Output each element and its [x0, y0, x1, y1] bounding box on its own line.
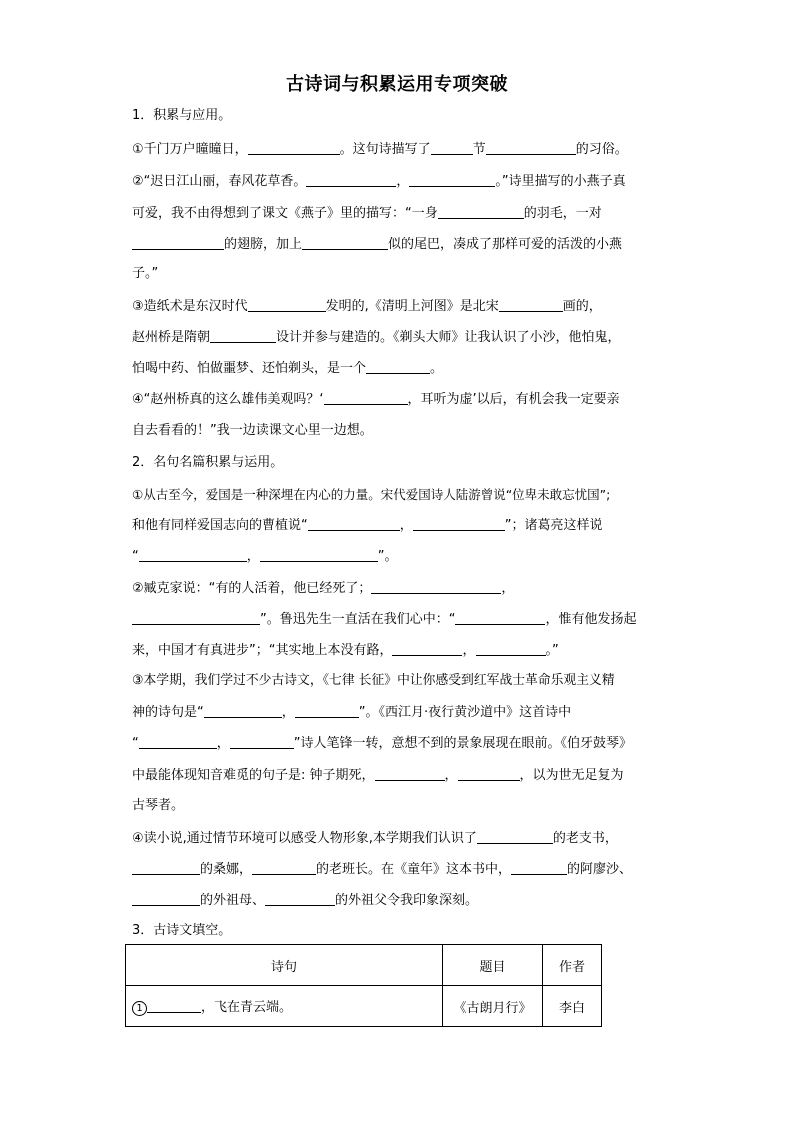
table-row — [126, 986, 602, 1027]
q2-line4: ②臧克家说：“有的人活着，他已经死了； ， — [132, 581, 515, 596]
answer-blank[interactable] — [132, 891, 200, 906]
answer-blank[interactable] — [486, 140, 576, 155]
answer-blank[interactable] — [476, 641, 546, 656]
poem-title-cell: 《古朗月行》 — [443, 986, 543, 1027]
q1-line10: 自去看看的！”我一边读课文心里一边想。 — [132, 423, 373, 438]
answer-blank[interactable] — [132, 610, 260, 625]
answer-blank[interactable] — [499, 297, 563, 312]
poem-author-cell: 李白 — [543, 986, 602, 1027]
answer-blank[interactable] — [147, 998, 201, 1013]
answer-blank[interactable] — [260, 547, 378, 562]
q1-line6: ③造纸术是东汉时代 发明的,《清明上河图》是北宋 画的， — [132, 299, 602, 314]
q2-line7: ③本学期，我们学过不少古诗文，《七律 长征》中让你感受到红军战士革命乐观主义精 — [132, 673, 615, 688]
q1-heading: 1．积累与应用。 — [132, 108, 232, 123]
item-number-marker: 1 — [132, 1001, 147, 1016]
answer-blank[interactable] — [371, 579, 501, 594]
answer-blank[interactable] — [306, 172, 396, 187]
answer-blank[interactable] — [139, 547, 247, 562]
q2-line10: 中最能体现知音难觅的句子是: 钟子期死， ， ，以为世无足复为 — [132, 768, 624, 783]
answer-blank[interactable] — [308, 516, 400, 531]
q2-line13: 的桑娜， 的老班长。在《童年》这本书中， 的阿廖沙、 — [132, 860, 632, 879]
q1-line2: ②“迟日江山丽，春风花草香。 ， 。”诗里描写的小燕子真 — [132, 174, 626, 189]
answer-blank[interactable] — [431, 140, 473, 155]
answer-blank[interactable] — [366, 359, 430, 374]
answer-blank[interactable] — [210, 328, 276, 343]
answer-blank[interactable] — [265, 891, 335, 906]
answer-blank[interactable] — [458, 766, 520, 781]
answer-blank[interactable] — [477, 829, 553, 844]
q2-line3: “ ， ”。 — [132, 549, 398, 564]
answer-blank[interactable] — [375, 766, 445, 781]
q3-heading: 3．古诗文填空。 — [132, 923, 232, 938]
q2-line12: ④读小说,通过情节环境可以感受人物形象,本学期我们认识了 的老支书， — [132, 831, 618, 846]
answer-blank[interactable] — [248, 297, 326, 312]
poem-line-cell: 1 ，飞在青云端。 — [126, 986, 443, 1027]
q2-line14: 的外祖母、 的外祖父令我印象深刻。 — [132, 891, 478, 910]
answer-blank[interactable] — [132, 235, 224, 250]
q1-line1: ①千门万户曈曈日， 。这句诗描写了 节 的习俗。 — [132, 142, 628, 157]
answer-blank[interactable] — [455, 610, 545, 625]
answer-blank[interactable] — [324, 390, 408, 405]
q2-line11: 古琴者。 — [132, 798, 185, 813]
q1-line4: 的翅膀，加上 似的尾巴，凑成了那样可爱的活泼的小燕 — [132, 235, 622, 254]
q2-line1: ①从古至今，爱国是一种深埋在内心的力量。宋代爱国诗人陆游曾说“位卑未敢忘忧国”; — [132, 487, 611, 502]
answer-blank[interactable] — [132, 860, 200, 875]
q1-line3: 可爱，我不由得想到了课文《燕子》里的描写：“一身 的羽毛，一对 — [132, 206, 602, 221]
page-title: 古诗词与积累运用专项突破 — [286, 74, 508, 95]
header-poem-line: 诗句 — [126, 945, 443, 986]
q2-line8: 神的诗句是“ ， ”。《西江月·夜行黄沙道中》这首诗中 — [132, 705, 572, 720]
q2-line2: 和他有同样爱国志向的曹植说“ ， ”；诸葛亮这样说 — [132, 518, 603, 533]
q2-heading: 2．名句名篇积累与运用。 — [132, 455, 284, 470]
q2-line6: 来，中国才有真进步”；“其实地上本没有路， ， 。” — [132, 643, 559, 658]
answer-blank[interactable] — [511, 860, 567, 875]
answer-blank[interactable] — [252, 860, 316, 875]
answer-blank[interactable] — [409, 172, 495, 187]
table-header-row — [126, 945, 602, 986]
header-title: 题目 — [443, 945, 543, 986]
q1-line8: 怕喝中药、怕做噩梦、还怕剃头，是一个 。 — [132, 361, 444, 376]
answer-blank[interactable] — [230, 734, 294, 749]
q1-line9: ④“赵州桥真的这么雄伟美观吗？‘ ，耳听为虚’以后，有机会我一定要亲 — [132, 392, 620, 407]
answer-blank[interactable] — [302, 235, 388, 250]
answer-blank[interactable] — [438, 204, 524, 219]
q1-line7: 赵州桥是隋朝 设计并参与建造的。《剃头大师》让我认识了小沙，他怕鬼， — [132, 330, 621, 345]
answer-blank[interactable] — [204, 703, 282, 718]
answer-blank[interactable] — [248, 140, 340, 155]
q1-line5: 子。” — [132, 266, 159, 281]
header-author: 作者 — [543, 945, 602, 986]
answer-blank[interactable] — [413, 516, 505, 531]
poem-table — [125, 944, 602, 1027]
answer-blank[interactable] — [295, 703, 359, 718]
q2-line9: “ ， ”诗人笔锋一转，意想不到的景象展现在眼前。《伯牙鼓琴》 — [132, 736, 633, 751]
answer-blank[interactable] — [392, 641, 462, 656]
answer-blank[interactable] — [139, 734, 217, 749]
q2-line5: ”。鲁迅先生一直活在我们心中：“ ，惟有他发扬起 — [132, 610, 637, 629]
